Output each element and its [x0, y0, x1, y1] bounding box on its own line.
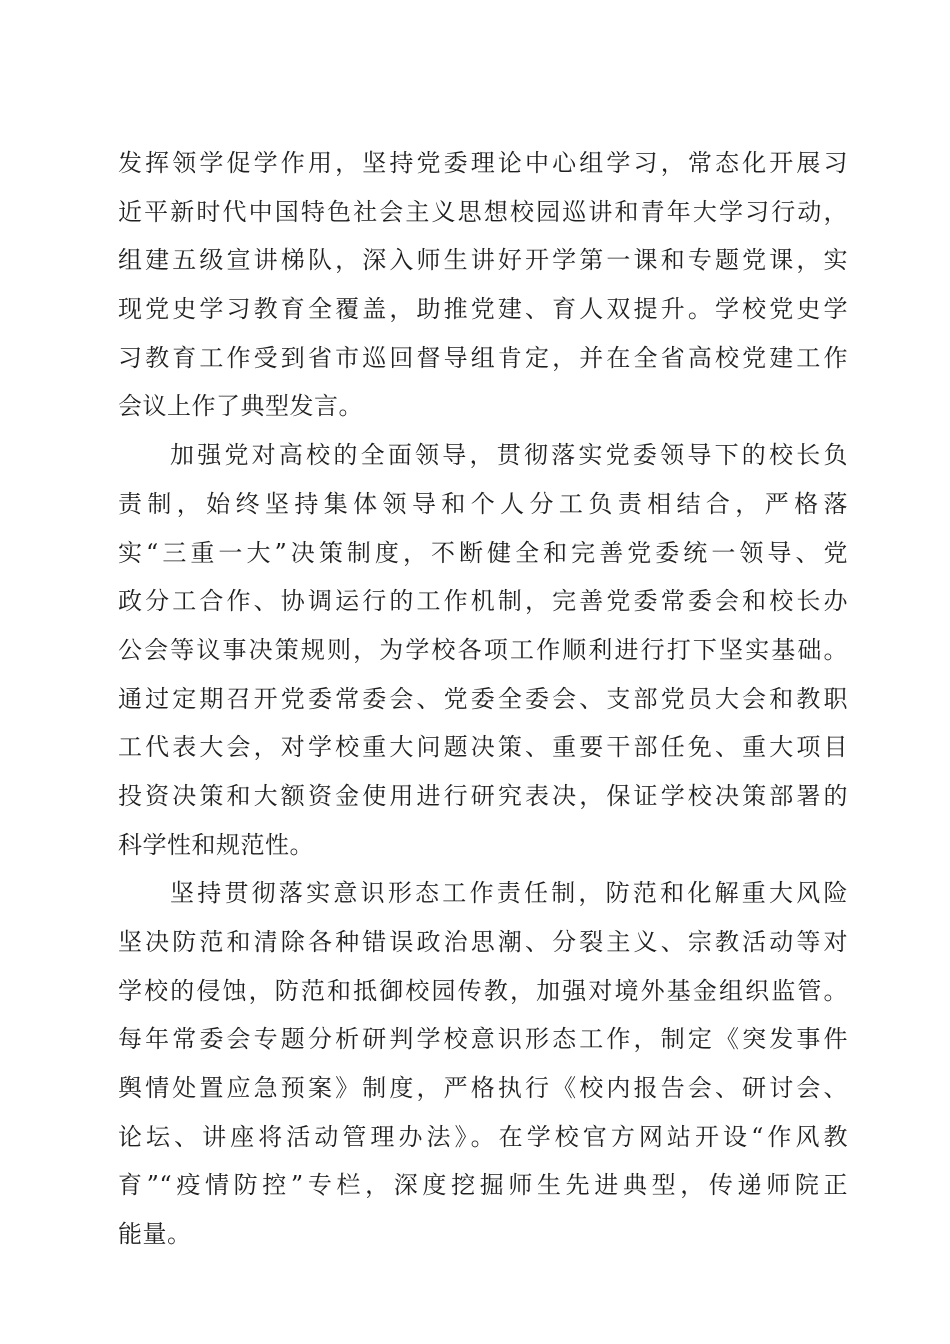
text-line: 会议上作了典型发言。: [118, 392, 363, 421]
text-line: 坚持贯彻落实意识形态工作责任制，防范和化解重大风险: [170, 879, 848, 908]
text-line: 实“三重一大”决策制度，不断健全和完善党委统一领导、党: [118, 538, 848, 567]
text-line: 通过定期召开党委常委会、党委全委会、支部党员大会和教职: [118, 684, 848, 713]
text-line: 责制，始终坚持集体领导和个人分工负责相结合，严格落: [118, 489, 848, 518]
text-line: 论坛、讲座将活动管理办法》。在学校官方网站开设“作风教: [118, 1122, 848, 1151]
text-line: 投资决策和大额资金使用进行研究表决，保证学校决策部署的: [118, 781, 848, 810]
text-line: 发挥领学促学作用，坚持党委理论中心组学习，常态化开展习: [118, 149, 848, 177]
text-line: 加强党对高校的全面领导，贯彻落实党委领导下的校长负: [170, 441, 848, 470]
text-line: 习教育工作受到省市巡回督导组肯定，并在全省高校党建工作: [118, 343, 848, 372]
text-line: 学校的侵蚀，防范和抵御校园传教，加强对境外基金组织监管。: [118, 976, 848, 1005]
text-line: 能量。: [118, 1220, 192, 1249]
text-line: 科学性和规范性。: [118, 830, 314, 859]
text-line: 政分工合作、协调运行的工作机制，完善党委常委会和校长办: [118, 587, 848, 616]
text-line: 舆情处置应急预案》制度，严格执行《校内报告会、研讨会、: [118, 1074, 848, 1103]
text-line: 公会等议事决策规则，为学校各项工作顺利进行打下坚实基础。: [118, 635, 848, 664]
text-line: 近平新时代中国特色社会主义思想校园巡讲和青年大学习行动，: [118, 197, 848, 226]
text-line: 工代表大会，对学校重大问题决策、重要干部任免、重大项目: [118, 733, 848, 762]
paragraph-party-leadership: [118, 431, 848, 869]
paragraph-ideology-work: [118, 869, 848, 1259]
document-body: [118, 139, 848, 1259]
text-line: 现党史学习教育全覆盖，助推党建、育人双提升。学校党史学: [118, 295, 848, 324]
text-line: 组建五级宣讲梯队，深入师生讲好开学第一课和专题党课，实: [118, 246, 848, 275]
paragraph-study-education: [118, 139, 848, 431]
text-line: 每年常委会专题分析研判学校意识形态工作，制定《突发事件: [118, 1025, 848, 1054]
text-line: 育”“疫情防控”专栏，深度挖掘师生先进典型，传递师院正: [118, 1171, 848, 1200]
text-line: 坚决防范和清除各种错误政治思潮、分裂主义、宗教活动等对: [118, 928, 848, 956]
